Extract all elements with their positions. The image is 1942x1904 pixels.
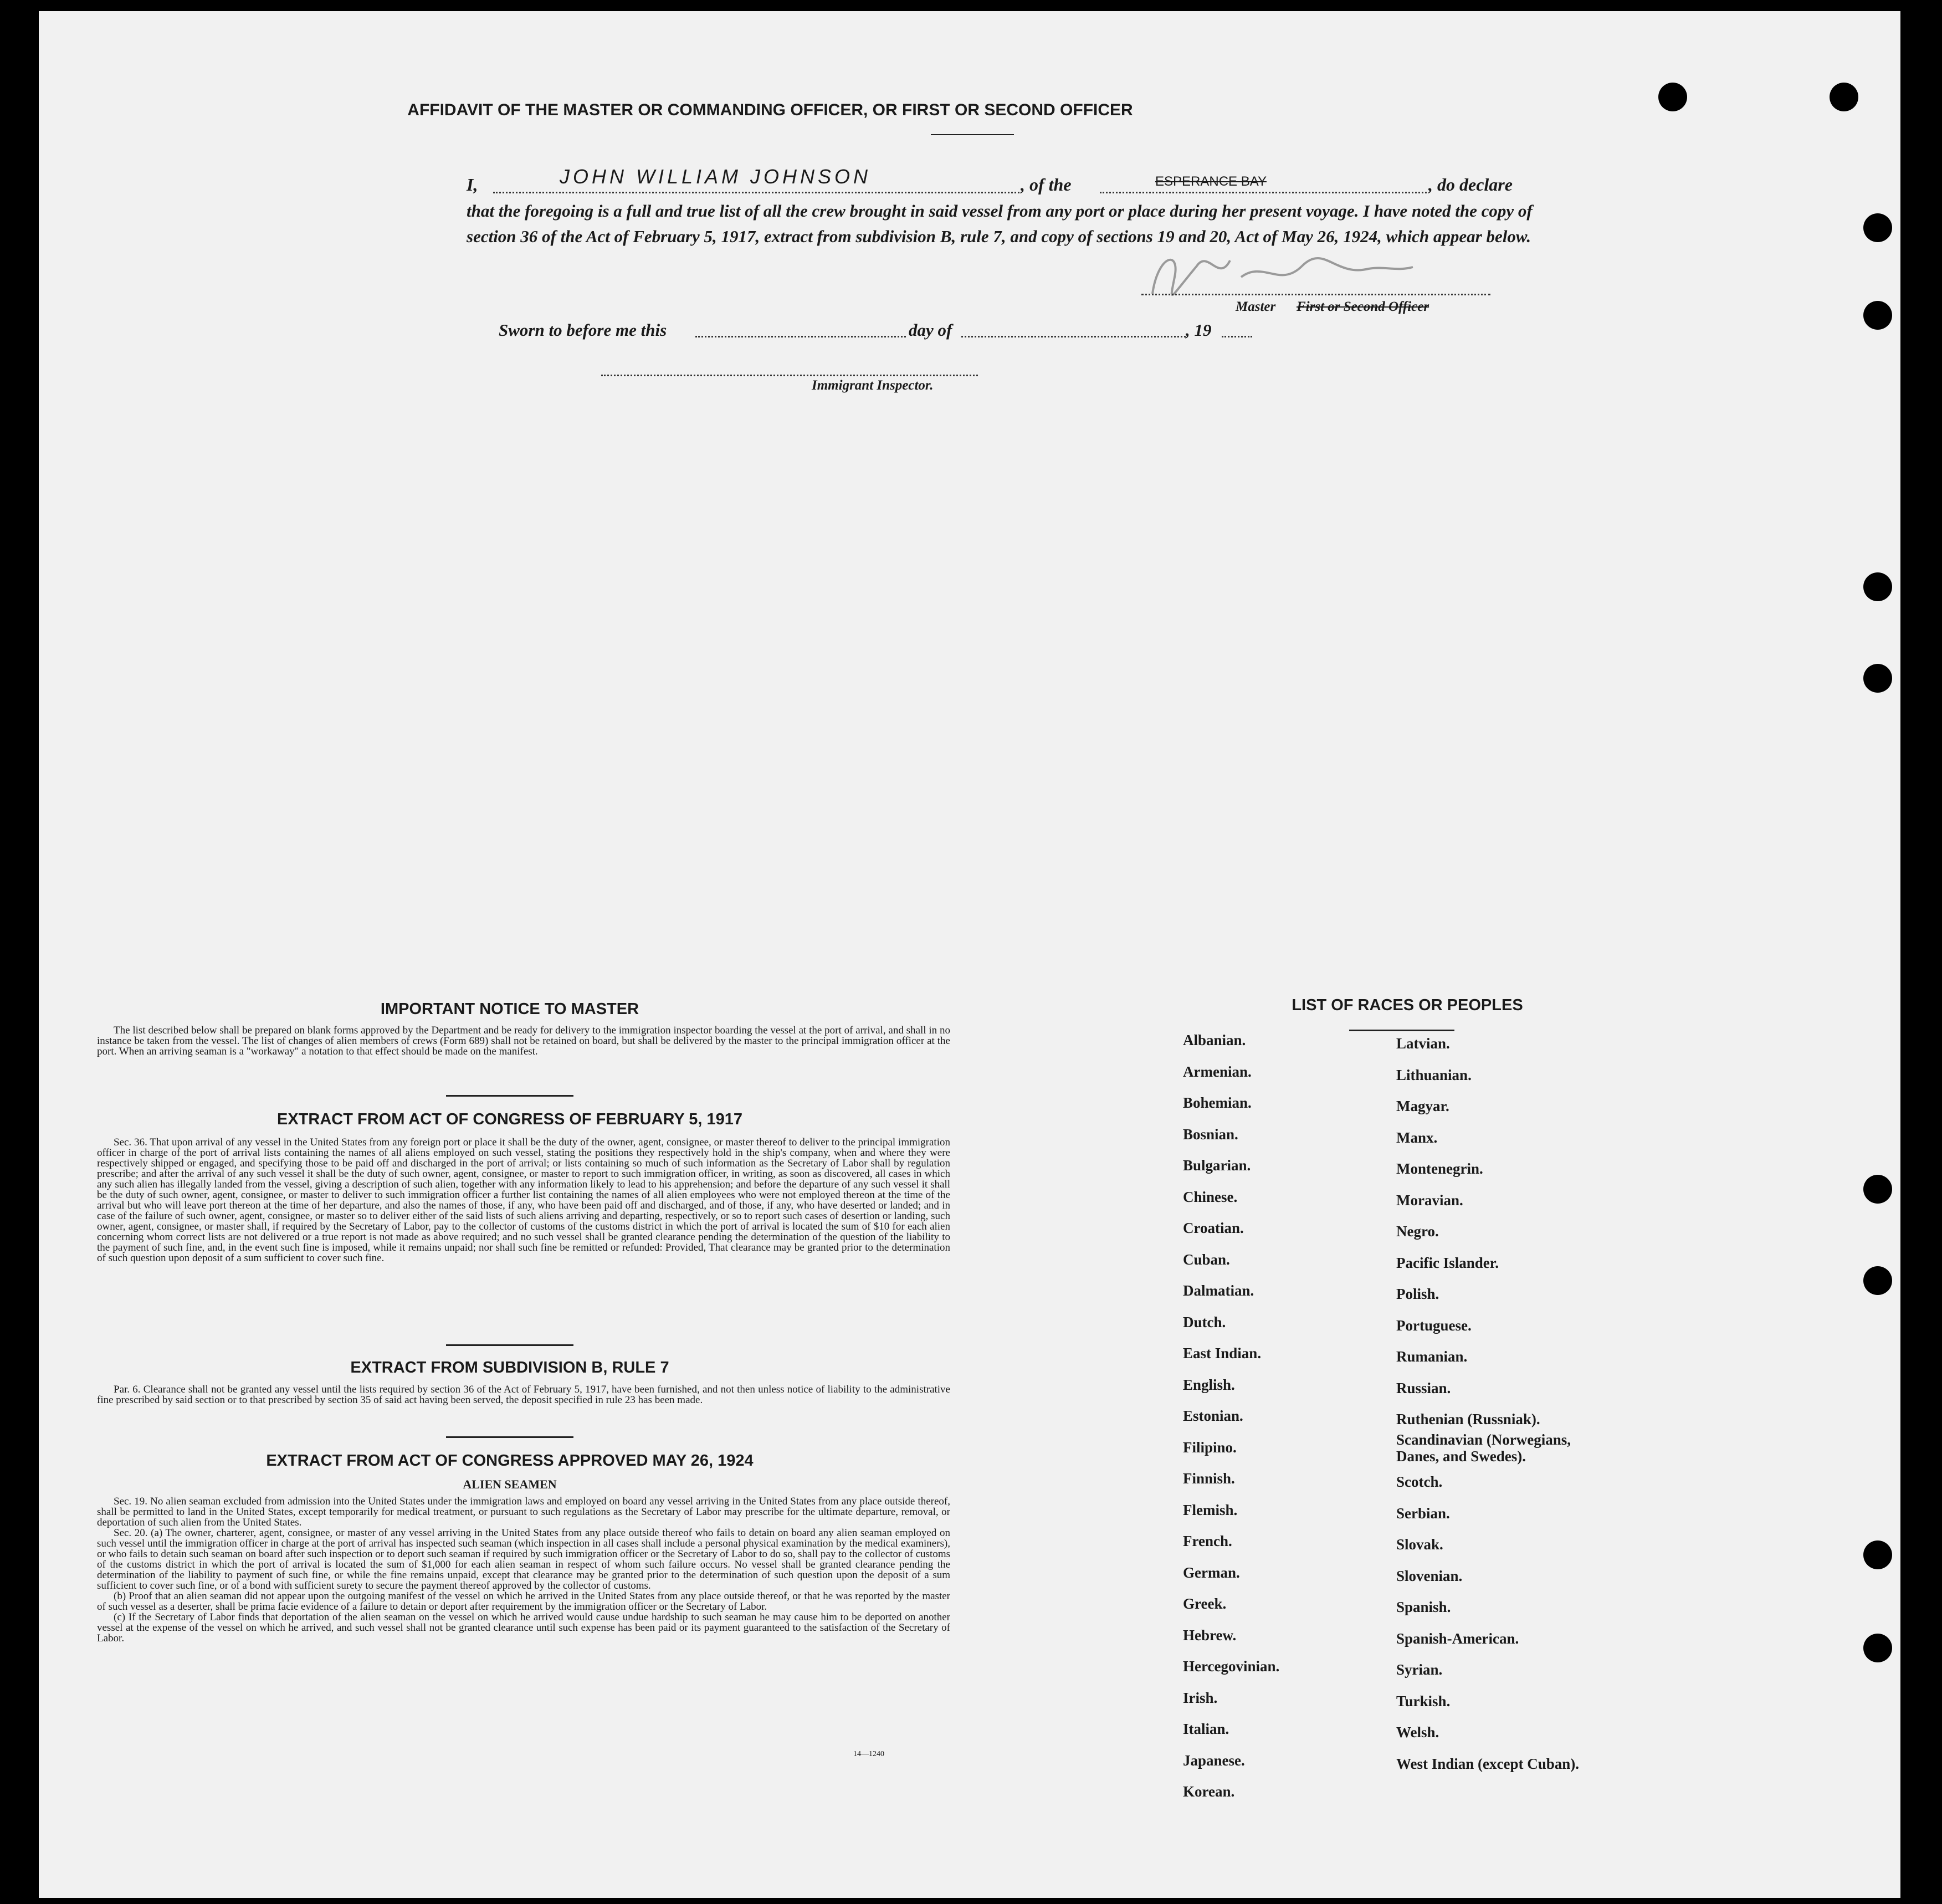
punch-hole — [1863, 664, 1892, 693]
race-item: Finnish. — [1183, 1470, 1235, 1487]
race-item: Negro. — [1396, 1223, 1439, 1240]
race-item: Polish. — [1396, 1286, 1439, 1302]
race-item: Scandinavian (Norwegians, Danes, and Swedes). — [1396, 1431, 1571, 1465]
punch-hole — [1658, 83, 1687, 111]
race-item: Portuguese. — [1396, 1317, 1472, 1334]
extract-rule7-title: EXTRACT FROM SUBDIVISION B, RULE 7 — [350, 1359, 669, 1376]
race-item: Spanish. — [1396, 1599, 1451, 1615]
master-label: Master — [1236, 299, 1276, 314]
punch-hole — [1863, 1175, 1892, 1204]
race-item: Japanese. — [1183, 1752, 1245, 1769]
extract-1917-text — [97, 1137, 950, 1263]
divider-1 — [446, 1095, 573, 1097]
sec20a-paragraph: Sec. 20. (a) The owner, charterer, agent, consignee, or master of any vessel arriving in the United States from any place outside thereof who fails to detain on board any alien seaman employed on such vessel until the immigration officer in charge at the port of arrival has inspected such seaman (which inspection in all cases shall include a personal physical examination by the medical examiners), or who fails to detain such seaman on board after such inspection or to deport such seaman if required by such immigration officer or the Secretary of Labor to do so, shall pay to the collector of customs of the customs district in which the port of arrival is located the sum of $1,000 for each alien seaman in respect of whom such failure occurs. No vessel shall be granted clearance pending the determination of the liability to payment of such fine, or while the fine remains unpaid, except that clearance may be granted prior to the determination of such question upon the deposit of a sum sufficient to cover such fine, or of a bond with sufficient surety to secure the payment thereof approved by the collector of customs. — [97, 1527, 950, 1591]
race-item: Welsh. — [1396, 1724, 1439, 1741]
race-item: Moravian. — [1396, 1191, 1463, 1209]
year-label: , 19 — [1186, 320, 1212, 340]
punch-hole — [1863, 213, 1892, 242]
sworn-day-field — [695, 335, 906, 337]
race-item: Spanish-American. — [1396, 1630, 1519, 1647]
vessel-name-stamp: ESPERANCE BAY — [1155, 174, 1267, 189]
do-declare-label: , do declare — [1428, 175, 1513, 195]
vessel-name-field — [1100, 168, 1427, 193]
punch-hole — [1863, 572, 1892, 601]
form-number: 14—1240 — [853, 1750, 884, 1758]
notice-paragraph: The list described below shall be prepared on blank forms approved by the Department and be ready for delivery to the immigration inspector boarding the vessel at the port of arrival, and shall in no instance be taken from the vessel. The list of changes of alien members of crews (Form 689) shall not be retained on board, but shall be delivered by the master to the principal immigration officer at the port. When an arriving seaman is a "workaway" a notation to that effect should be made on the manifest. — [97, 1025, 950, 1057]
race-item: Greek. — [1183, 1595, 1227, 1612]
race-item: Albanian. — [1183, 1032, 1246, 1048]
race-item: Irish. — [1183, 1689, 1218, 1706]
inspector-label: Immigrant Inspector. — [812, 378, 934, 393]
divider-3 — [446, 1436, 573, 1438]
race-item: Latvian. — [1396, 1035, 1450, 1052]
punch-hole — [1863, 1266, 1892, 1295]
race-item: Syrian. — [1396, 1661, 1443, 1678]
race-item: Scotch. — [1396, 1473, 1443, 1490]
race-item: Filipino. — [1183, 1439, 1237, 1456]
race-item: Turkish. — [1396, 1692, 1451, 1709]
race-item: Chinese. — [1183, 1188, 1238, 1205]
race-item: Flemish. — [1183, 1501, 1238, 1518]
race-item: Russian. — [1396, 1379, 1451, 1396]
race-item: Lithuanian. — [1396, 1066, 1472, 1083]
race-item: East Indian. — [1183, 1345, 1262, 1362]
race-item: Montenegrin. — [1396, 1160, 1483, 1177]
race-item: Rumanian. — [1396, 1348, 1468, 1365]
alien-seamen-subtitle: ALIEN SEAMEN — [463, 1477, 557, 1491]
race-item: Bohemian. — [1183, 1094, 1252, 1111]
race-item: Hercegovinian. — [1183, 1658, 1280, 1675]
race-item: Dalmatian. — [1183, 1282, 1254, 1299]
race-item: Estonian. — [1183, 1407, 1243, 1424]
notice-title: IMPORTANT NOTICE TO MASTER — [380, 1000, 639, 1018]
race-item: Slovenian. — [1396, 1567, 1463, 1584]
race-item: Dutch. — [1183, 1313, 1226, 1330]
sec20b-paragraph: (b) Proof that an alien seaman did not appear upon the outgoing manifest of the vessel on which he arrived in the United States from any place outside thereof, or that he was reported by the master of such vessel as a deserter, shall be prima facie evidence of a failure to detain or deport after requirement by the immigration officer or the Secretary of Labor. — [97, 1590, 950, 1613]
affidavit-body: that the foregoing is a full and true list of all the crew brought in said vessel from any port or place during her present voyage. I have noted the copy of section 36 of the Act of February 5, 1917, extract from subdivision B, rule 7, and copy of sections 19 and 20, Act of May 26, 1924, which appear below. — [467, 201, 1533, 246]
sec20c-paragraph: (c) If the Secretary of Labor finds that deportation of the alien seaman on the vessel on which he arrived would cause undue hardship to such seaman he may cause him to be deported on another vessel at the expense of the vessel on which he arrived, and such vessel shall not be granted clearance until such expense has been paid or its payment guaranteed to the satisfaction of the Secretary of Labor. — [97, 1611, 950, 1644]
title-divider — [931, 134, 1014, 135]
race-item: Korean. — [1183, 1783, 1235, 1800]
race-item: Serbian. — [1396, 1504, 1450, 1522]
race-item: Manx. — [1396, 1129, 1438, 1146]
signature — [1136, 244, 1468, 305]
race-item: English. — [1183, 1376, 1235, 1393]
divider-2 — [446, 1344, 573, 1346]
punch-hole — [1830, 83, 1858, 111]
race-item: French. — [1183, 1533, 1232, 1549]
race-item: Cuban. — [1183, 1251, 1230, 1268]
sec19-paragraph: Sec. 19. No alien seaman excluded from admission into the United States under the immigration laws and employed on board any vessel arriving in the United States from any place outside thereof, shall be permitted to land in the United States, except temporarily for medical treatment, or pursuant to such regulations as the Secretary of Labor may prescribe for the ultimate departure, removal, or deportation of such alien from the United States. — [97, 1496, 950, 1528]
race-item: Armenian. — [1183, 1063, 1252, 1080]
signature-line — [1141, 293, 1490, 295]
punch-hole — [1863, 1634, 1892, 1662]
extract-1924-title: EXTRACT FROM ACT OF CONGRESS APPROVED MAY 26, 1924 — [266, 1452, 754, 1470]
of-the-label: , of the — [1021, 175, 1072, 195]
race-item: Croatian. — [1183, 1220, 1244, 1236]
i-label: I, — [467, 175, 478, 195]
punch-hole — [1863, 301, 1892, 330]
extract-1917-title: EXTRACT FROM ACT OF CONGRESS OF FEBRUARY 5, 1917 — [276, 1110, 743, 1128]
race-item: Ruthenian (Russniak). — [1396, 1411, 1540, 1427]
inspector-line — [601, 373, 978, 376]
master-name-handwritten: JOHN WILLIAM JOHNSON — [560, 165, 872, 188]
affidavit-title: AFFIDAVIT OF THE MASTER OR COMMANDING OFFICER, OR FIRST OR SECOND OFFICER — [407, 101, 1133, 119]
day-of-label: day of — [909, 320, 952, 340]
race-item: Bulgarian. — [1183, 1157, 1251, 1174]
races-divider — [1349, 1030, 1454, 1031]
race-item: Bosnian. — [1183, 1125, 1238, 1143]
race-item: Italian. — [1183, 1721, 1229, 1737]
race-item: German. — [1183, 1564, 1240, 1581]
race-item: Hebrew. — [1183, 1626, 1237, 1644]
sworn-label: Sworn to before me this — [499, 320, 667, 340]
sworn-month-field — [961, 335, 1186, 337]
sworn-year-field — [1222, 335, 1252, 337]
races-title: LIST OF RACES OR PEOPLES — [1292, 996, 1523, 1014]
document-page — [39, 11, 1900, 1898]
sec36-paragraph: Sec. 36. That upon arrival of any vessel in the United States from any foreign port or place it shall be the duty of the owner, agent, consignee, or master thereof to deliver to the principal immigration officer in charge of the port of arrival lists containing the names of all aliens employed on such vessel, stating the positions they respectively hold in the ship's company, when and where they were respectively shipped or engaged, and specifying those to be paid off and discharged in the port of arrival; or lists containing so much of such information as the Secretary of Labor shall by regulation prescribe; and after the arrival of any such vessel it shall be the duty of such owner, agent, consignee, or master to report to such immigration officer, in writing, as soon as discovered, all cases in which any such alien has illegally landed from the vessel, giving a description of such alien, together with any information likely to lead to his apprehension; and before the departure of any such vessel it shall be the duty of such owner, agent, consignee, or master to deliver to such immigration officer a further list containing the names of all alien employees who were not employed thereon at the time of the arrival but who will leave port thereon at the time of her departure, and also the names of those, if any, who have been paid off and discharged, and of those, if any, who have deserted or landed; and in case of the failure of such owner, agent, consignee, or master so to deliver either of the said lists of such aliens arriving and departing, respectively, or so to report such cases of desertion or landing, such owner, agent, consignee, or master shall, if required by the Secretary of Labor, pay to the collector of customs of the customs district in which the port of arrival is located the sum of $10 for each alien concerning whom correct lists are not delivered or a true report is not made as above required; and no such vessel shall be granted clearance pending the determination of the question of the liability to the payment of such fine, and, in the event such fine is imposed, while it remains unpaid; nor shall such fine be remitted or refunded: Provided, That clearance may be granted prior to the determination of such question upon deposit of a sum sufficient to cover such fine. — [97, 1137, 950, 1264]
master-name-field — [493, 165, 1019, 193]
signature-scribble — [1136, 244, 1468, 305]
par6-paragraph: Par. 6. Clearance shall not be granted any vessel until the lists required by section 36 of the Act of February 5, 1917, have been furnished, and not then unless notice of liability to the administrative fine prescribed by said section or to that prescribed by section 35 of said act having been served, the deposit specified in rule 23 has been made. — [97, 1384, 950, 1406]
extract-rule7-text — [97, 1384, 950, 1405]
struck-officer-label: First or Second Officer — [1297, 299, 1429, 314]
race-item: Slovak. — [1396, 1536, 1443, 1553]
race-item: Magyar. — [1396, 1098, 1449, 1114]
race-item: West Indian (except Cuban). — [1396, 1755, 1580, 1772]
extract-1924-text — [97, 1496, 950, 1644]
punch-hole — [1863, 1540, 1892, 1569]
race-item: Pacific Islander. — [1396, 1254, 1499, 1271]
notice-text — [97, 1025, 950, 1057]
